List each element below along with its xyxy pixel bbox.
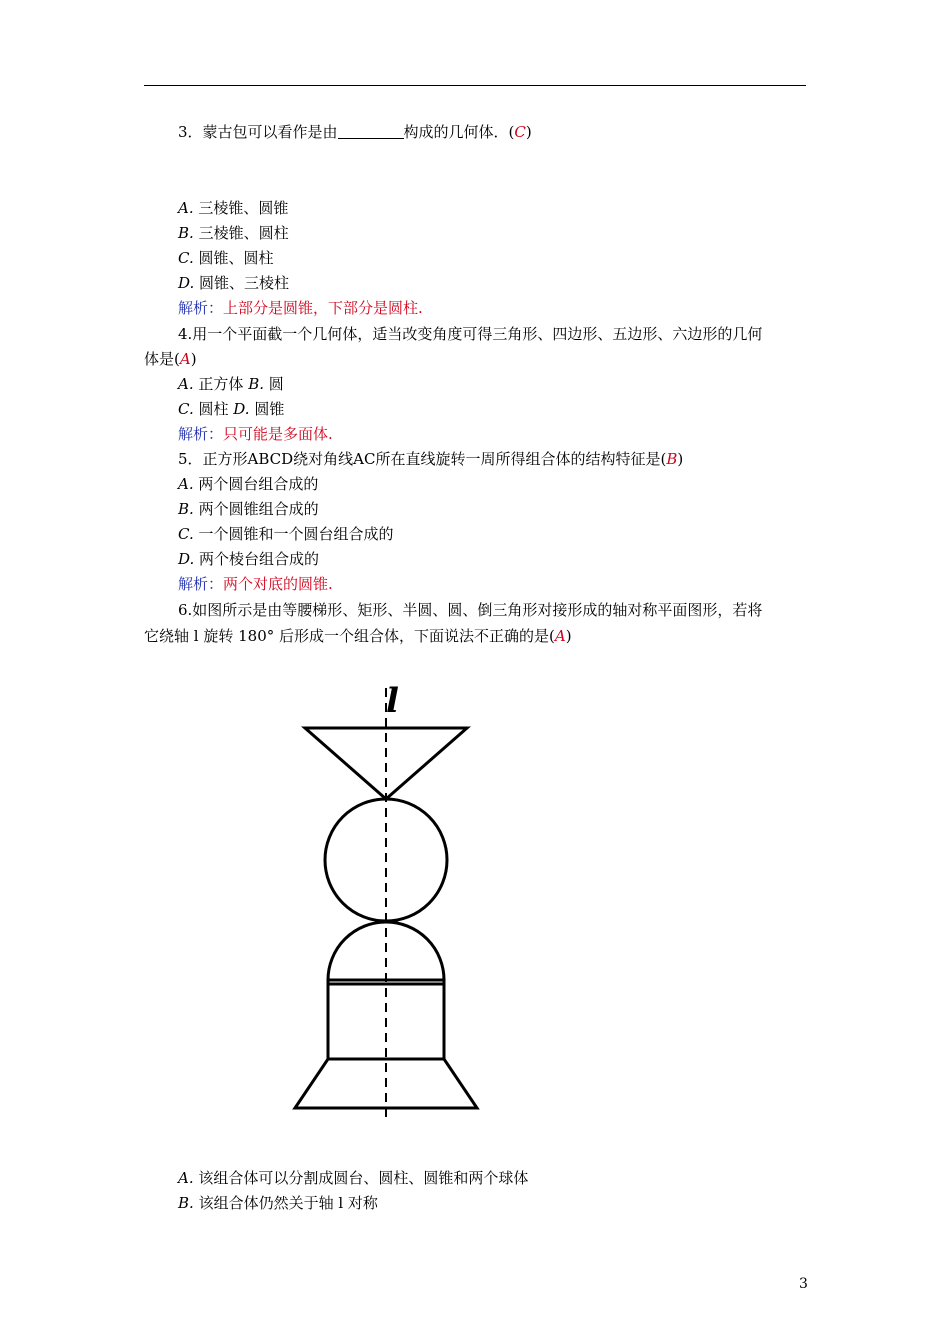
option-text: 圆锥、圆柱 [198, 249, 274, 267]
q3-option-d [178, 273, 289, 293]
q3-answer: C [514, 123, 526, 141]
q3-option-a [178, 198, 288, 218]
q3-stem-before: 3．蒙古包可以看作是由 [178, 123, 338, 141]
q6-option-b [178, 1193, 378, 1213]
option-text: 三棱锥、圆柱 [198, 224, 289, 242]
q3-stem [178, 122, 532, 142]
q3-option-b [178, 223, 289, 243]
option-letter: D. [178, 274, 195, 292]
q4-close: ) [190, 350, 197, 368]
header-rule [144, 85, 806, 86]
option-letter: B. [178, 224, 194, 242]
option-text: 该组合体仍然关于轴 l 对称 [198, 1194, 378, 1212]
option-text: 圆柱 [198, 400, 229, 418]
q4-options-row2 [178, 399, 284, 419]
q5-analysis [178, 574, 333, 594]
analysis-text: 上部分是圆锥，下部分是圆柱. [223, 299, 423, 317]
q6-figure [286, 668, 492, 1126]
q5-answer: B [666, 450, 678, 468]
option-letter: A. [178, 199, 194, 217]
option-letter: D. [178, 550, 195, 568]
q5-stem [178, 449, 683, 469]
q5-stem-text: 5．正方形ABCD绕对角线AC所在直线旋转一周所得组合体的结构特征是( [178, 450, 667, 468]
option-text: 一个圆锥和一个圆台组合成的 [198, 525, 394, 543]
q3-option-c [178, 248, 274, 268]
option-letter: A. [178, 1169, 194, 1187]
analysis-text: 两个对底的圆锥. [223, 575, 333, 593]
q6-stem-text: 它绕轴 l 旋转 180° 后形成一个组合体，下面说法不正确的是( [144, 627, 555, 645]
analysis-text: 只可能是多面体. [223, 425, 333, 443]
option-letter: B. [248, 375, 264, 393]
option-text: 两个棱台组合成的 [199, 550, 320, 568]
option-letter: D. [233, 400, 250, 418]
q4-stem-line2 [144, 349, 197, 369]
q5-option-b [178, 499, 319, 519]
q4-stem-text: 体是( [144, 350, 180, 368]
q5-option-d [178, 549, 319, 569]
option-text: 该组合体可以分割成圆台、圆柱、圆锥和两个球体 [198, 1169, 529, 1187]
option-text: 两个圆锥组合成的 [198, 500, 319, 518]
q6-option-a [178, 1168, 528, 1188]
axis-label: l [386, 681, 399, 721]
option-letter: C. [178, 525, 194, 543]
option-text: 三棱锥、圆锥 [198, 199, 289, 217]
option-text: 两个圆台组合成的 [198, 475, 319, 493]
option-text: 圆锥、三棱柱 [199, 274, 290, 292]
analysis-label: 解析： [178, 575, 224, 593]
q4-options-row1 [178, 374, 284, 394]
option-letter: C. [178, 400, 194, 418]
q3-analysis [178, 298, 423, 318]
q6-stem-line1: 6.如图所示是由等腰梯形、矩形、半圆、圆、倒三角形对接形成的轴对称平面图形，若将 [178, 601, 763, 619]
q4-stem-line1: 4.用一个平面截一个几何体，适当改变角度可得三角形、四边形、五边形、六边形的几何 [178, 325, 763, 343]
q6-close: ) [565, 627, 572, 645]
option-letter: B. [178, 1194, 194, 1212]
q4-answer: A [179, 350, 191, 368]
q5-option-c [178, 524, 394, 544]
option-letter: A. [178, 375, 194, 393]
option-letter: C. [178, 249, 194, 267]
q3-stem-after: 构成的几何体．( [403, 123, 515, 141]
option-letter: B. [178, 500, 194, 518]
option-text: 正方体 [198, 375, 244, 393]
option-text: 圆锥 [254, 400, 285, 418]
q5-option-a [178, 474, 318, 494]
q6-answer: A [554, 627, 566, 645]
analysis-label: 解析： [178, 299, 224, 317]
q3-blank [338, 124, 404, 139]
q3-close: ) [525, 123, 532, 141]
analysis-label: 解析： [178, 425, 224, 443]
q5-close: ) [677, 450, 684, 468]
q6-stem-line2 [144, 626, 572, 646]
option-letter: A. [178, 475, 194, 493]
page-number: 3 [799, 1276, 808, 1292]
option-text: 圆 [268, 375, 284, 393]
q4-analysis [178, 424, 333, 444]
